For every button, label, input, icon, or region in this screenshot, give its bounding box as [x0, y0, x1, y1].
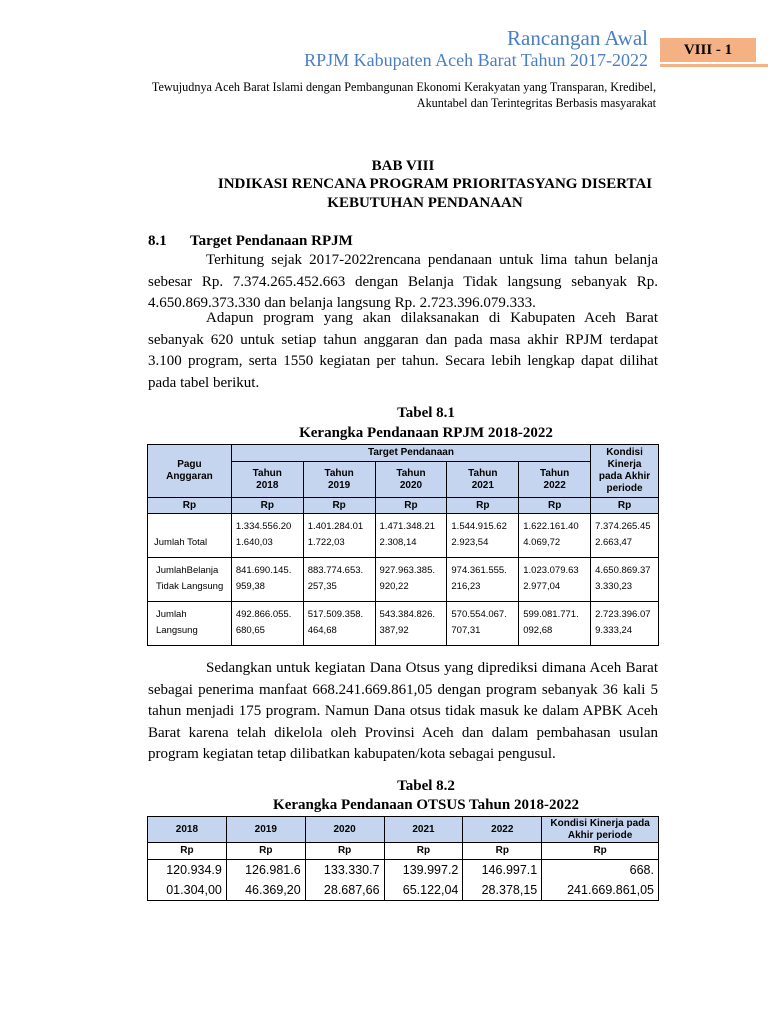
table1-caption-number: Tabel 8.1	[397, 405, 455, 421]
table-cell	[384, 860, 463, 901]
unit-rp: Rp	[231, 498, 303, 514]
unit-rp: Rp	[463, 843, 542, 860]
table1-caption-title: Kerangka Pendanaan RPJM 2018-2022	[299, 425, 553, 441]
value-part: 133.330.7	[323, 863, 380, 877]
unit-rp: Rp	[447, 498, 519, 514]
value-part: 28.687,66	[323, 883, 380, 897]
header-year-2019: 2019	[226, 817, 305, 843]
header-pagu-anggaran: Pagu Anggaran	[148, 445, 232, 498]
table-cell: 1.471.348.21 2.308,14	[375, 514, 447, 558]
header-year-2018: Tahun 2018	[231, 462, 303, 498]
paragraph-2: Adapun program yang akan dilaksanakan di Kabupaten Aceh Barat sebanyak 620 untuk setiap tahun anggaran dan pada masa akhir RPJM terdapat 3.100 program, serta 1550 kegiatan per tahun. Secara lebih lengkap dapat dilihat pada tabel berikut.	[148, 310, 658, 391]
table-cell: 1.023.079.63 2.977,04	[519, 558, 591, 602]
value-part: 668.	[629, 863, 654, 877]
table-cell: 974.361.555. 216,23	[447, 558, 519, 602]
table-cell	[542, 860, 659, 901]
value-part: 46.369,20	[245, 883, 301, 897]
unit-rp: Rp	[519, 498, 591, 514]
table-cell: 570.554.067. 707,31	[447, 602, 519, 646]
header-kondisi-kinerja: Kondisi Kinerja pada Akhir periode	[591, 445, 659, 498]
row-label: Jumlah Total	[148, 514, 232, 558]
table-cell	[148, 860, 227, 901]
table-cell: 4.650.869.37 3.330,23	[591, 558, 659, 602]
paragraph-3: Sedangkan untuk kegiatan Dana Otsus yang diprediksi dimana Aceh Barat sebagai penerima manfaat 668.241.669.861,05 dengan program sebanyak 36 kali 5 tahun menjadi 175 program. Namun Dana otsus tidak masuk ke dalam APBK Aceh Barat karena telah dikelola oleh Provinsi Aceh dan dalam pembahasan usulan program kegiatan tetap dilibatkan kabupaten/kota sebagai pengusul.	[148, 660, 658, 762]
table-cell: 517.509.358. 464,68	[303, 602, 375, 646]
row-label: JumlahBelanja Tidak Langsung	[148, 558, 232, 602]
table-row	[148, 860, 659, 901]
header-subtitle: RPJM Kabupaten Aceh Barat Tahun 2017-2022	[304, 50, 648, 70]
table-row	[148, 602, 659, 646]
table-cell: 2.723.396.07 9.333,24	[591, 602, 659, 646]
header-year-2019: Tahun 2019	[303, 462, 375, 498]
paragraph-1: Terhitung sejak 2017-2022rencana pendanaan untuk lima tahun belanja sebesar Rp. 7.374.265.452.663 dengan Belanja Tidak langsung sebanyak Rp. 4.650.869.373.330 dan belanja langsung Rp. 2.723.396.079.333.	[148, 252, 658, 311]
section-title: Target Pendanaan RPJM	[190, 233, 353, 249]
value-part: 139.997.2	[402, 863, 459, 877]
value-part: 241.669.861,05	[567, 883, 654, 897]
table-kerangka-pendanaan-otsus	[147, 816, 659, 901]
table-cell	[463, 860, 542, 901]
table-cell: 841.690.145. 959,38	[231, 558, 303, 602]
table-cell: 927.963.385. 920,22	[375, 558, 447, 602]
header-year-2021: 2021	[384, 817, 463, 843]
header-tagline	[136, 79, 656, 111]
section-number: 8.1	[148, 233, 167, 249]
table-kerangka-pendanaan-rpjm	[147, 444, 659, 646]
table-cell	[305, 860, 384, 901]
header-rule	[660, 64, 768, 67]
unit-rp: Rp	[226, 843, 305, 860]
value-part: 65.122,04	[402, 883, 459, 897]
table-cell: 1.544.915.62 2.923,54	[447, 514, 519, 558]
table-row	[148, 558, 659, 602]
table-cell	[226, 860, 305, 901]
table-cell: 7.374.265.45 2.663,47	[591, 514, 659, 558]
unit-rp: Rp	[384, 843, 463, 860]
header-year-2020: Tahun 2020	[375, 462, 447, 498]
unit-rp: Rp	[591, 498, 659, 514]
table-cell: 1.622.161.40 4.069,72	[519, 514, 591, 558]
value-part: 28.378,15	[481, 883, 538, 897]
table2-caption-title: Kerangka Pendanaan OTSUS Tahun 2018-2022	[273, 797, 579, 813]
tagline-line1: Tewujudnya Aceh Barat Islami dengan Pembangunan Ekonomi Kerakyatan yang Transparan, Kredibel,	[151, 80, 656, 94]
header-year-2018: 2018	[148, 817, 227, 843]
table-row	[148, 514, 659, 558]
table-cell: 883.774.653. 257,35	[303, 558, 375, 602]
header-title: Rancangan Awal	[507, 26, 648, 50]
header-kondisi-kinerja: Kondisi Kinerja pada Akhir periode	[542, 817, 659, 843]
tagline-line2: Akuntabel dan Terintegritas Berbasis masyarakat	[416, 96, 656, 110]
header-year-2022: 2022	[463, 817, 542, 843]
header-year-2021: Tahun 2021	[447, 462, 519, 498]
chapter-title-line1: INDIKASI RENCANA PROGRAM PRIORITASYANG DISERTAI	[217, 176, 653, 192]
row-label: Jumlah Langsung	[148, 602, 232, 646]
header-year-2022: Tahun 2022	[519, 462, 591, 498]
chapter-number: BAB VIII	[371, 158, 435, 174]
unit-rp: Rp	[542, 843, 659, 860]
unit-rp: Rp	[305, 843, 384, 860]
table-cell: 1.334.556.20 1.640,03	[231, 514, 303, 558]
value-part: 01.304,00	[166, 883, 222, 897]
table-cell: 543.384.826. 387,92	[375, 602, 447, 646]
value-part: 126.981.6	[245, 863, 301, 877]
value-part: 120.934.9	[166, 863, 222, 877]
header-target-pendanaan: Target Pendanaan	[231, 445, 590, 462]
unit-rp: Rp	[303, 498, 375, 514]
table-cell: 492.866.055. 680,65	[231, 602, 303, 646]
header-year-2020: 2020	[305, 817, 384, 843]
unit-rp: Rp	[148, 498, 232, 514]
page-number-badge: VIII - 1	[660, 38, 756, 62]
table-cell: 599.081.771. 092,68	[519, 602, 591, 646]
section-heading	[148, 233, 353, 250]
table2-caption-number: Tabel 8.2	[397, 778, 455, 794]
table-cell: 1.401.284.01 1.722,03	[303, 514, 375, 558]
unit-rp: Rp	[148, 843, 227, 860]
chapter-title-line2: KEBUTUHAN PENDANAAN	[327, 195, 523, 211]
unit-rp: Rp	[375, 498, 447, 514]
value-part: 146.997.1	[481, 863, 538, 877]
